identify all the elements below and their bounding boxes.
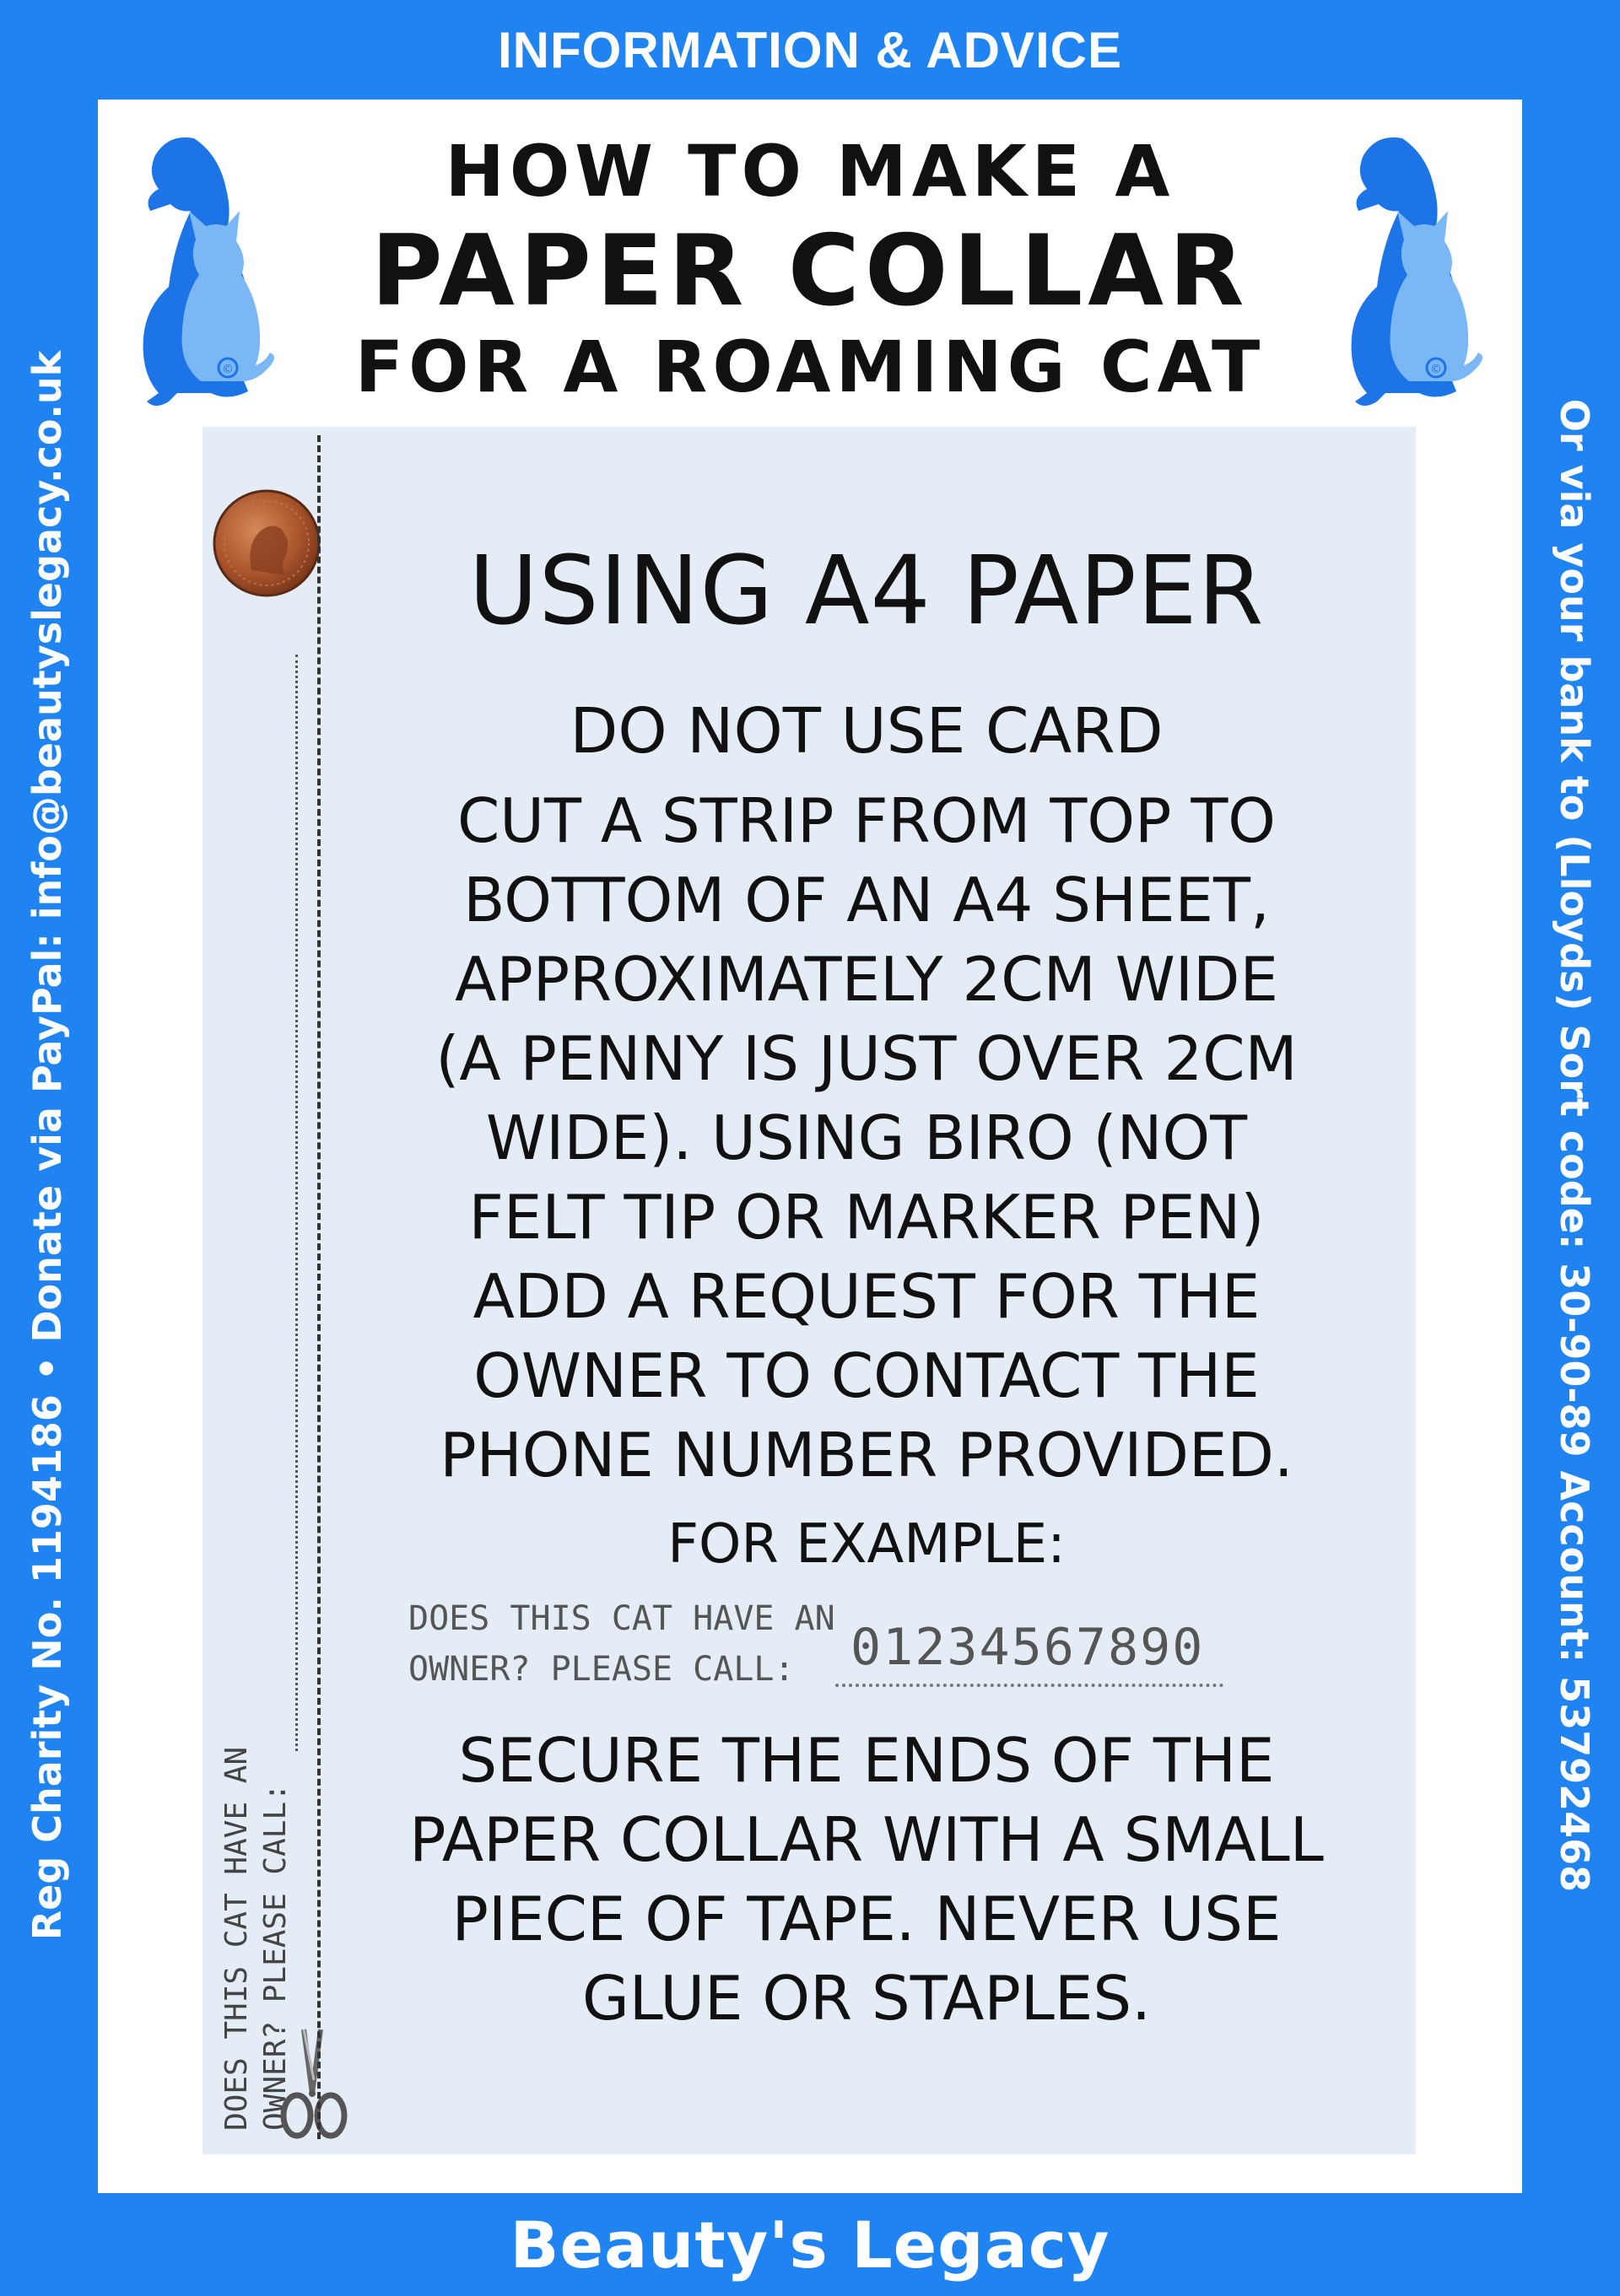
copyright-mark: ©	[222, 363, 234, 376]
para-line: WIDE). USING BIRO (NOT	[485, 1102, 1248, 1173]
para-line: PIECE OF TAPE. NEVER USE	[451, 1884, 1282, 1954]
top-banner: INFORMATION & ADVICE	[498, 21, 1122, 78]
penny-coin-icon	[211, 488, 322, 599]
para-line: CUT A STRIP FROM TOP TO	[457, 785, 1276, 856]
example-phone: 01234567890	[850, 1618, 1205, 1677]
instruction-paragraph-1	[317, 781, 1416, 1495]
example-line-2: OWNER? PLEASE CALL:	[408, 1650, 795, 1689]
instruction-paragraph-2	[317, 1721, 1416, 2038]
strip-label-line-2: OWNER? PLEASE CALL:	[258, 1783, 293, 2131]
side-text-left: Reg Charity No. 1194186 • Donate via PayPal: info@beautyslegacy.co.uk	[24, 350, 70, 1941]
example-collar	[317, 1599, 1416, 1709]
poster-page	[98, 100, 1522, 2193]
title-line-3: FOR A ROAMING CAT	[354, 326, 1266, 408]
para-line: GLUE OR STAPLES.	[582, 1963, 1151, 2034]
para-line: PAPER COLLAR WITH A SMALL	[409, 1804, 1324, 1875]
instruction-panel	[202, 427, 1416, 2154]
title-line-1: HOW TO MAKE A	[445, 130, 1175, 213]
bottom-banner: Beauty's Legacy	[510, 2207, 1110, 2283]
para-line: ADD A REQUEST FOR THE	[472, 1261, 1261, 1332]
copyright-mark: ©	[1430, 363, 1442, 376]
para-line: APPROXIMATELY 2CM WIDE	[455, 944, 1278, 1015]
example-label: FOR EXAMPLE:	[667, 1513, 1066, 1576]
collar-strip	[202, 427, 317, 2154]
strip-label-line-1: DOES THIS CAT HAVE AN	[219, 1746, 254, 2131]
dotted-write-line	[295, 655, 298, 1751]
para-line: BOTTOM OF AN A4 SHEET,	[463, 865, 1270, 935]
heading: USING A4 PAPER	[468, 536, 1265, 646]
example-dotted-line	[835, 1684, 1223, 1687]
para-line: OWNER TO CONTACT THE	[473, 1340, 1260, 1411]
para-line: PHONE NUMBER PROVIDED.	[440, 1420, 1293, 1490]
para-line: SECURE THE ENDS OF THE	[458, 1725, 1275, 1796]
example-line-1: DOES THIS CAT HAVE AN	[408, 1599, 835, 1638]
side-text-right: Or via your bank to (Lloyds) Sort code: 30-90-89 Account: 53792468	[1552, 398, 1597, 1893]
scissors-icon	[262, 2021, 363, 2148]
para-line: (A PENNY IS JUST OVER 2CM	[435, 1023, 1298, 1094]
subheading: DO NOT USE CARD	[570, 695, 1164, 768]
para-line: FELT TIP OR MARKER PEN)	[468, 1182, 1265, 1253]
title-line-2: PAPER COLLAR	[370, 214, 1250, 328]
